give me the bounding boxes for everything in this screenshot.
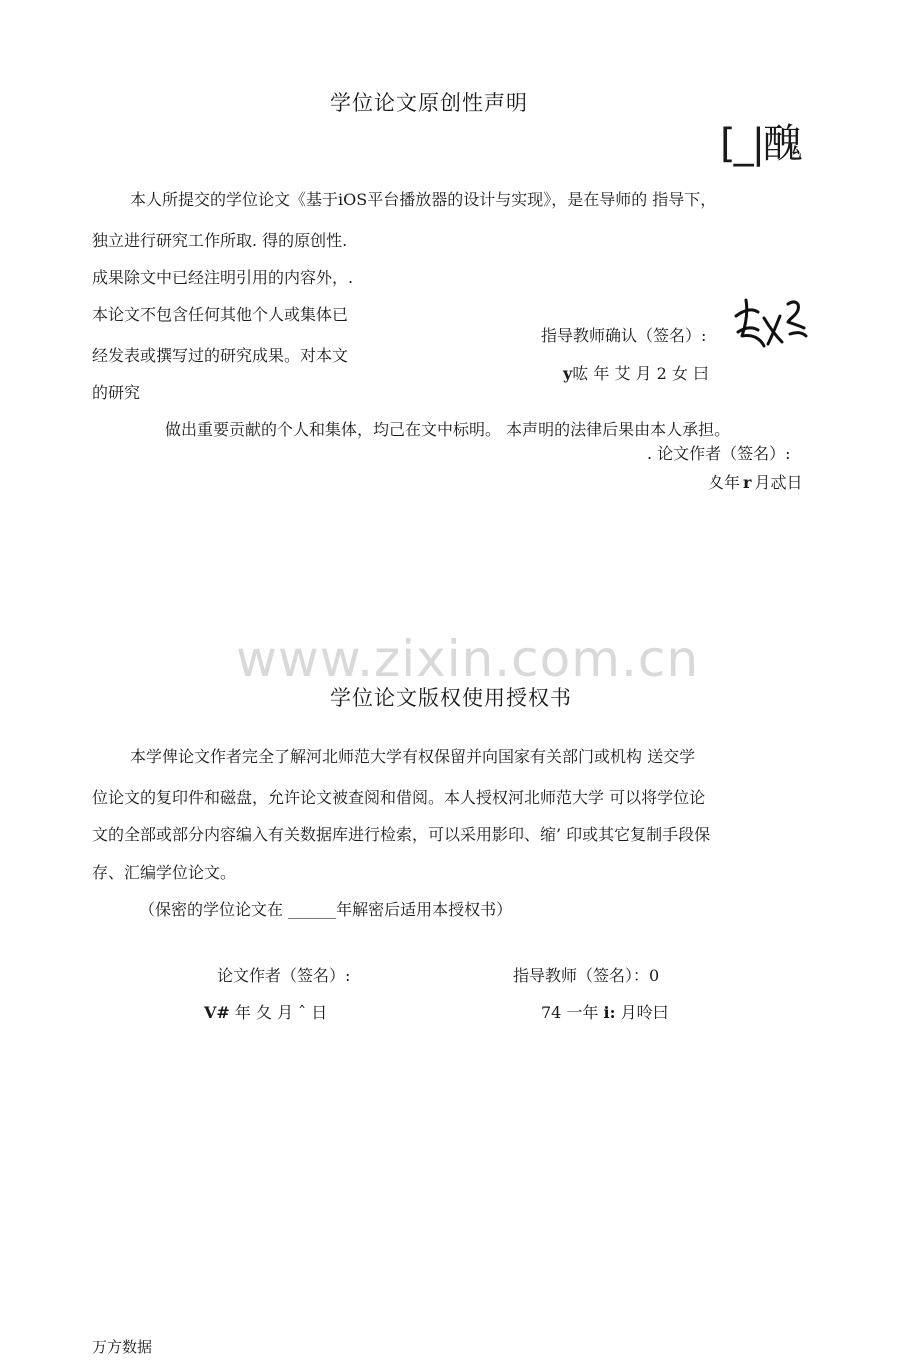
copyright-line-4: 存、汇编学位论文。 bbox=[92, 863, 237, 882]
copyright-author-date-b: 年 夂 月 ˆ 日 bbox=[229, 1003, 328, 1022]
declaration-line-1: 本人所提交的学位论文《基于iOS平台播放器的设计与实现》，是在导师的 指导下， bbox=[130, 190, 717, 209]
declaration-line-5: 经发表或撰写过的研究成果。对本文 bbox=[92, 346, 349, 365]
advisor-date bbox=[563, 361, 709, 384]
advisor-date-prefix: y bbox=[563, 364, 573, 383]
author-sign-label: . 论文作者（签名）: bbox=[647, 444, 791, 463]
advisor-date-text: 吰 年 艾 月 2 女 曰 bbox=[572, 364, 709, 383]
copyright-title: 学位论文版权使用授权书 bbox=[330, 686, 572, 710]
seal-stamp: [_|醜 bbox=[720, 121, 802, 167]
author-date bbox=[708, 470, 802, 493]
declaration-line-4: 本论文不包含任何其他个人或集体已 bbox=[92, 305, 349, 324]
declaration-line-6: 的研究 bbox=[92, 383, 141, 402]
declaration-line-3: 成果除文中已经注明引用的内容外，. bbox=[92, 268, 354, 287]
copyright-advisor-date-a: 74 一年 bbox=[541, 1003, 604, 1022]
copyright-advisor-sign-label: 指导教师（签名）：0 bbox=[513, 966, 660, 985]
copyright-advisor-date-b: i: bbox=[603, 1003, 616, 1022]
copyright-author-date bbox=[204, 1000, 327, 1023]
declaration-line-7: 做出重要贡献的个人和集体，均己在文中标明。 本声明的法律后果由本人承担。 bbox=[165, 420, 731, 439]
advisor-confirm-label: 指导教师确认（签名）: bbox=[541, 326, 707, 345]
advisor-signature-image bbox=[730, 288, 810, 358]
author-date-c: 月忒日 bbox=[754, 473, 803, 492]
copyright-line-3: 文的全部或部分内容编入有关数据库进行检索，可以采用影印、缩’ 印或其它复制手段保 bbox=[92, 825, 711, 844]
declaration-line-2: 独立进行研究工作所取. 得的原创性. bbox=[92, 231, 348, 250]
watermark: www.zixin.com.cn bbox=[236, 630, 700, 688]
author-date-b: r bbox=[743, 473, 752, 492]
copyright-line-2: 位论文的复印件和磁盘，允许论文被查阅和借阅。本人授权河北师范大学 可以将学位论 bbox=[92, 788, 706, 807]
copyright-line-1: 本学俾论文作者完全了解河北师范大学有权保留并向国家有关部门或机构 送交学 bbox=[130, 747, 696, 766]
confidential-note: （保密的学位论文在 ______年解密后适用本授权书） bbox=[139, 900, 513, 919]
copyright-author-date-a: V# bbox=[204, 1003, 230, 1022]
footer-source: 万方数据 bbox=[92, 1338, 153, 1356]
copyright-advisor-date-c: 月呤曰 bbox=[615, 1003, 669, 1022]
author-date-a: 夊年 bbox=[708, 473, 741, 492]
copyright-advisor-date bbox=[541, 1000, 669, 1023]
declaration-title: 学位论文原创性声明 bbox=[330, 91, 528, 115]
copyright-author-sign-label: 论文作者（签名）: bbox=[217, 966, 351, 985]
